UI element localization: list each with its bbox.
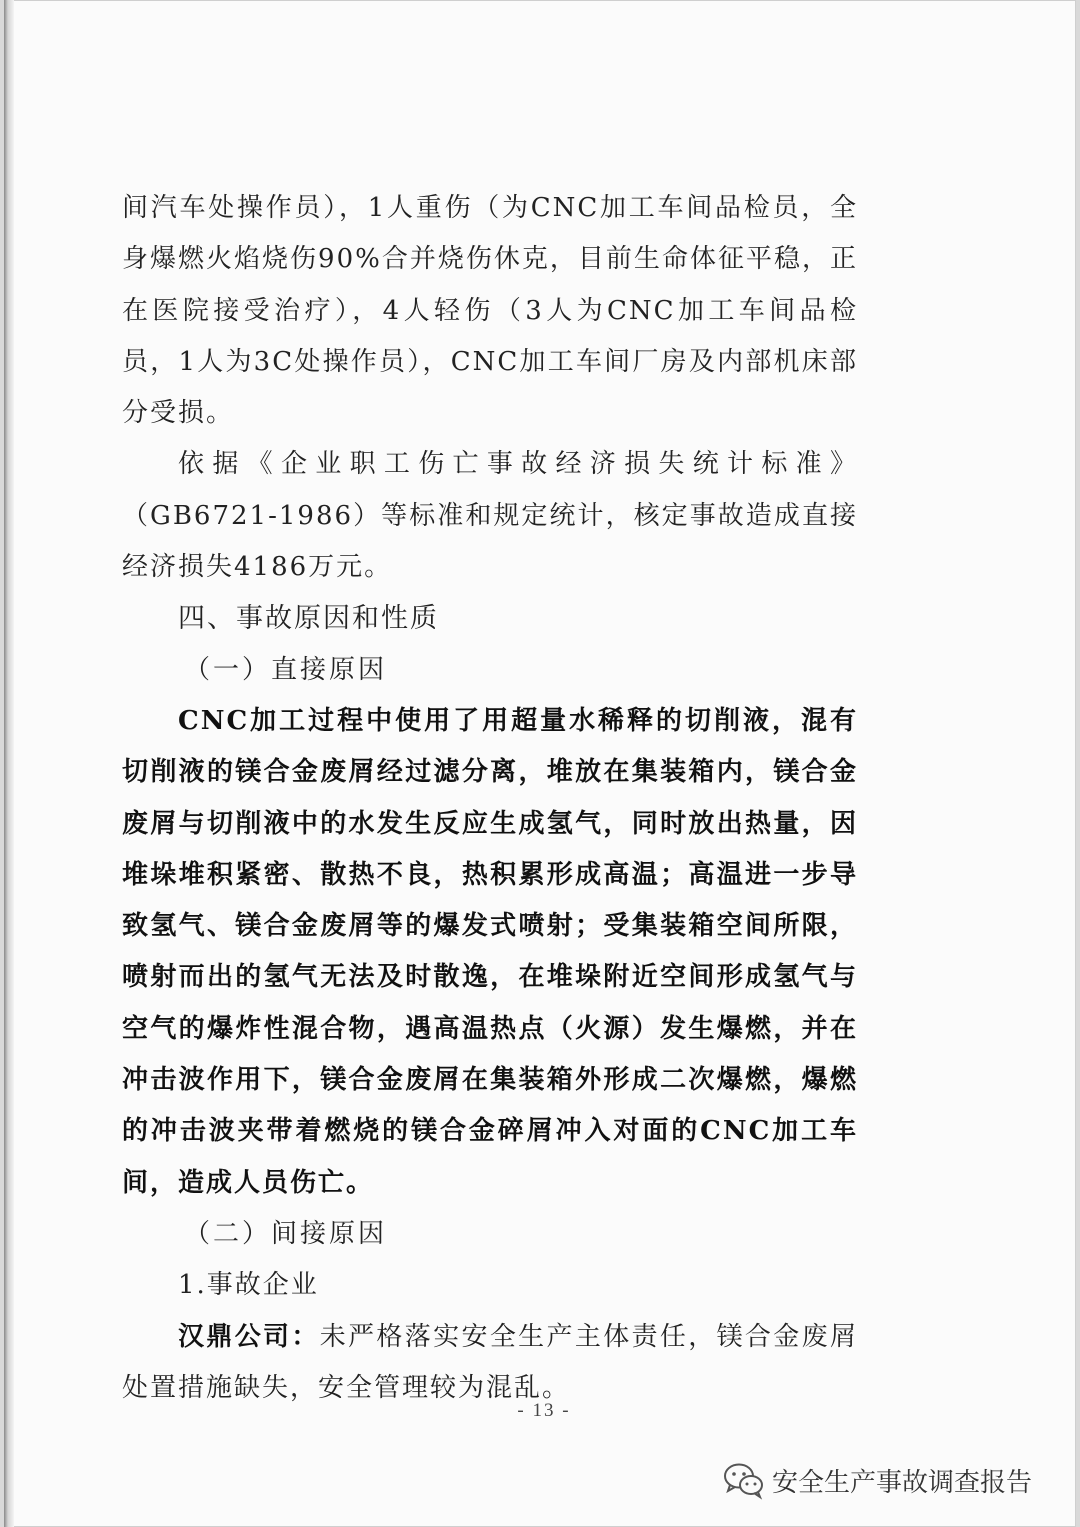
wechat-icon [722,1460,766,1500]
paragraph-company [122,1312,858,1415]
paragraph-direct-cause: CNC加工过程中使用了用超量水稀释的切削液，混有切削液的镁合金废屑经过滤分离，堆放在集装箱内，镁合金废屑与切削液中的水发生反应生成氢气，同时放出热量，因堆垛堆积紧密、散热不良，热积累形成高温；高温进一步导致氢气、镁合金废屑等的爆发式喷射；受集装箱空间所限，喷射而出的氢气无法及时散逸，在堆垛附近空间形成氢气与空气的爆炸性混合物，遇高温热点（火源）发生爆燃，并在冲击波作用下，镁合金废屑在集装箱外形成二次爆燃，爆燃的冲击波夹带着燃烧的镁合金碎屑冲入对面的CNC加工车间，造成人员伤亡。 [122,705,858,1198]
watermark [722,1458,1032,1502]
section-heading: 四、事故原因和性质 [178,603,439,635]
document-body [122,183,858,1414]
subsection-direct-cause-heading: （一）直接原因 [184,654,388,685]
subsection-indirect-cause-heading: （二）间接原因 [184,1218,388,1249]
paragraph-economic-loss: 依据《企业职工伤亡事故经济损失统计标准》（GB6721-1986）等标准和规定统计，核定事故造成直接经济损失4186万元。 [122,449,858,583]
page-number: - 13 - [517,1400,571,1421]
company-text: 未严格落实安全生产主体责任，镁合金废屑处置措施缺失，安全管理较为混乱。 [122,1321,858,1403]
page-edge-shadow [4,0,14,1527]
document-page [4,0,1076,1527]
paragraph-injuries: 间汽车处操作员），1人重伤（为CNC加工车间品检员，全身爆燃火焰烧伤90%合并烧伤休克，目前生命体征平稳，正在医院接受治疗），4人轻伤（3人为CNC加工车间品检员，1人为3C处操作员），CNC加工车间厂房及内部机床部分受损。 [122,193,858,429]
item-accident-company: 1.事故企业 [178,1270,319,1301]
watermark-text: 安全生产事故调查报告 [772,1467,1033,1498]
company-label: 汉鼎公司： [178,1321,320,1352]
